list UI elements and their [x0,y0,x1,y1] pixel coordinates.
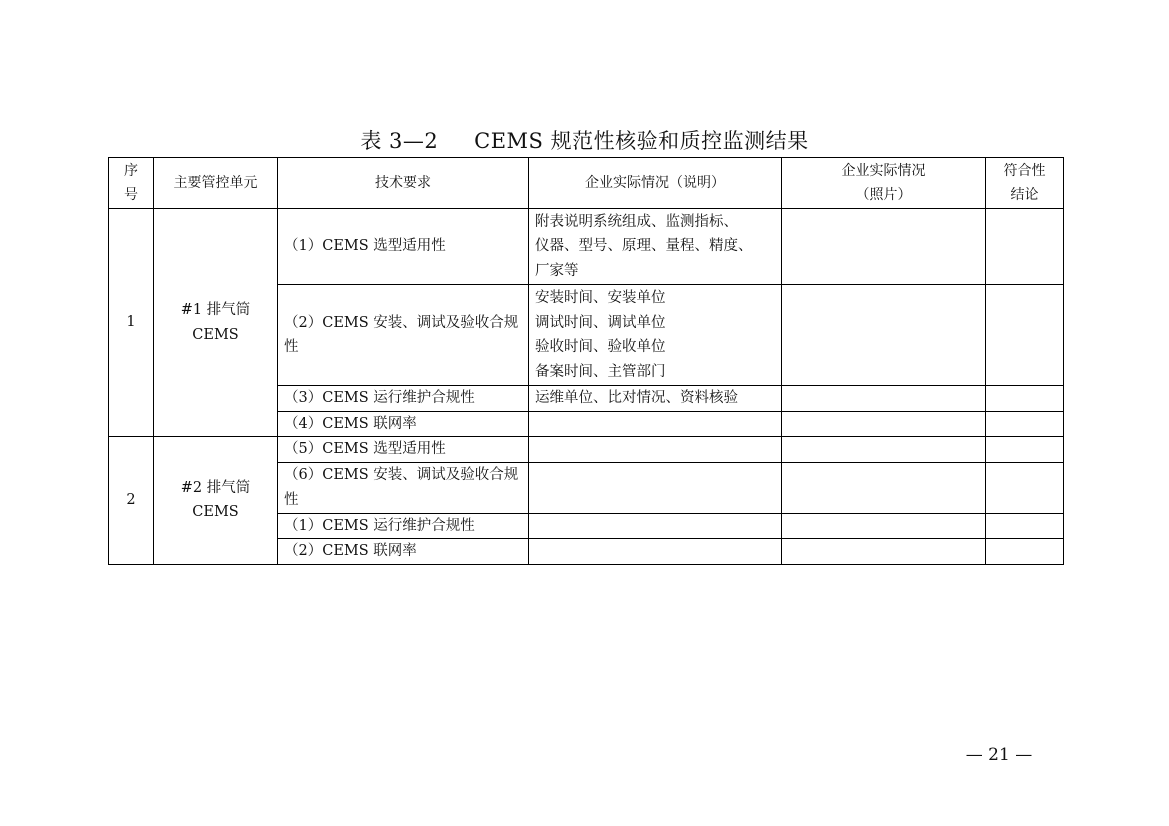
table-row [109,209,1064,285]
header-requirement: 技术要求 [278,158,529,209]
actual-desc-cell: 附表说明系统组成、监测指标、 仪器、型号、原理、量程、精度、 厂家等 [529,209,782,285]
header-actual-photo: 企业实际情况 （照片） [782,158,986,209]
actual-desc-cell [529,462,782,513]
cems-verification-table [108,157,1064,565]
table-row [109,437,1064,463]
table-header-row [109,158,1064,209]
conclusion-cell [986,209,1064,285]
actual-desc-cell [529,411,782,437]
actual-desc-cell [529,539,782,565]
actual-photo-cell [782,462,986,513]
conclusion-cell [986,411,1064,437]
actual-desc-cell: 运维单位、比对情况、资料核验 [529,386,782,412]
conclusion-cell [986,462,1064,513]
conclusion-cell [986,513,1064,539]
table-title: 表 3—2 CEMS 规范性核验和质控监测结果 [360,129,809,153]
requirement-cell: （4）CEMS 联网率 [278,411,529,437]
actual-photo-cell [782,513,986,539]
seq-cell: 2 [109,437,154,565]
unit-cell: #2 排气筒 CEMS [154,437,278,565]
actual-photo-cell [782,411,986,437]
actual-photo-cell [782,285,986,386]
conclusion-cell [986,386,1064,412]
actual-desc-cell [529,437,782,463]
actual-photo-cell [782,539,986,565]
header-seq: 序 号 [109,158,154,209]
requirement-cell: （2）CEMS 联网率 [278,539,529,565]
actual-desc-cell [529,513,782,539]
actual-photo-cell [782,386,986,412]
requirement-cell: （1）CEMS 选型适用性 [278,209,529,285]
requirement-cell: （3）CEMS 运行维护合规性 [278,386,529,412]
seq-cell: 1 [109,209,154,437]
conclusion-cell [986,539,1064,565]
actual-desc-cell: 安装时间、安装单位 调试时间、调试单位 验收时间、验收单位 备案时间、主管部门 [529,285,782,386]
conclusion-cell [986,285,1064,386]
requirement-cell: （6）CEMS 安装、调试及验收合规性 [278,462,529,513]
header-unit: 主要管控单元 [154,158,278,209]
requirement-cell: （2）CEMS 安装、调试及验收合规性 [278,285,529,386]
conclusion-cell [986,437,1064,463]
requirement-cell: （5）CEMS 选型适用性 [278,437,529,463]
actual-photo-cell [782,437,986,463]
requirement-cell: （1）CEMS 运行维护合规性 [278,513,529,539]
unit-cell: #1 排气筒 CEMS [154,209,278,437]
header-actual-desc: 企业实际情况（说明） [529,158,782,209]
actual-photo-cell [782,209,986,285]
page-number: — 21 — [965,745,1033,765]
header-conclusion: 符合性 结论 [986,158,1064,209]
